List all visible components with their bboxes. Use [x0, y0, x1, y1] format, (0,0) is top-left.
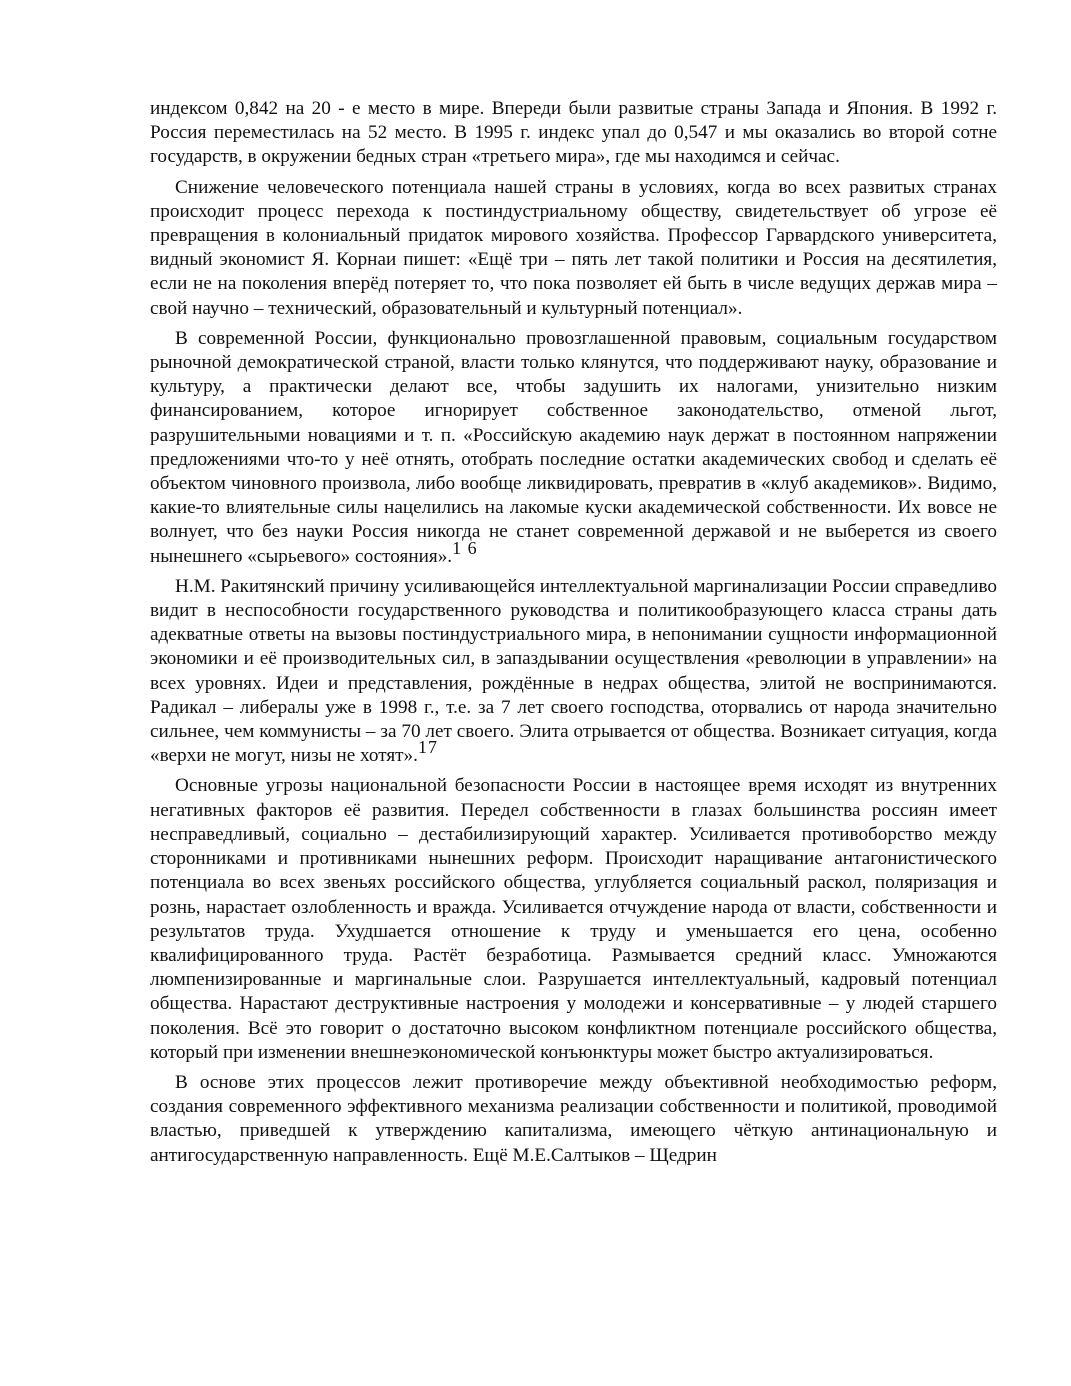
paragraph-3 — [150, 327, 997, 569]
paragraph-2 — [150, 176, 997, 321]
paragraph-text: индексом 0,842 на 20 - е место в мире. Впереди были развитые страны Запада и Япония. В 1992 г. Россия переместилась на 52 место. В 1995 г. индекс упал до 0,547 и мы оказались во второй сотне государств, в окружении бедных стран «третьего мира», где мы находимся и сейчас. — [150, 98, 997, 168]
paragraph-5 — [150, 774, 997, 1064]
footnote-ref: 17 — [417, 737, 438, 758]
paragraph-1 — [150, 97, 997, 170]
paragraph-text: Основные угрозы национальной безопасности России в настоящее время исходят из внутренних негативных факторов её развития. Передел собственности в глазах большинства россиян имеет несправедливый, социально – дестабилизирующий характер. Усиливается противоборство между сторонниками и противниками нынешних реформ. Происходит наращивание антагонистического потенциала во всех звеньях российского общества, углубляется социальный раскол, поляризация и рознь, нарастает озлобленность и вражда. Усиливается отчуждение народа от власти, собственности и результатов труда. Ухудшается отношение к труду и уменьшается его цена, особенно квалифицированного труда. Растёт безработица. Размывается средний класс. Умножаются люмпенизированные и маргинальные слои. Разрушается интеллектуальный, кадровый потенциал общества. Нарастают деструктивные настроения у молодежи и консервативные – у людей старшего поколения. Всё это говорит о достаточно высоком конфликтном потенциале российского общества, который при изменении внешнеэкономической конъюнктуры может быстро актуализироваться. — [150, 775, 997, 1063]
paragraph-6 — [150, 1071, 997, 1168]
paragraph-text: В современной России, функционально провозглашенной правовым, социальным государством рыночной демократической страной, власти только клянутся, что поддерживают науку, образование и культуру, а практически делают все, чтобы задушить их налогами, унизительно низким финансированием, которое игнорирует собственное законодательство, отменой льгот, разрушительными новациями и т. п. «Российскую академию наук держат в постоянном напряжении предложениями что-то у неё отнять, отобрать последние остатки академических свобод и сделать её объектом чиновного произвола, либо вообще ликвидировать, превратив в «клуб академиков». Видимо, какие-то влиятельные силы нацелились на лакомые куски академической собственности. Их вовсе не волнует, что без науки Россия никогда не станет современной державой и не выберется из своего нынешнего «сырьевого» состояния». — [150, 327, 997, 567]
paragraph-text: Н.М. Ракитянский причину усиливающейся интеллектуальной маргинализации России справедливо видит в неспособности государственного руководства и политикообразующего класса страны дать адекватные ответы на вызовы постиндустриального мира, в непонимании сущности информационной экономики и её производительных сил, в запаздывании осуществления «революции в управлении» на всех уровнях. Идеи и представления, рождённые в недрах общества, элитой не воспринимаются. Радикал – либералы уже в 1998 г., т.е. за 7 лет своего господства, оторвались от народа значительно сильнее, чем коммунисты – за 70 лет своего. Элита отрывается от общества. Возникает ситуация, когда «верхи не могут, низы не хотят». — [150, 575, 997, 767]
paragraph-4 — [150, 575, 997, 769]
paragraph-text: В основе этих процессов лежит противоречие между объективной необходимостью реформ, создания современного эффективного механизма реализации собственности и политикой, проводимой властью, приведшей к утверждению капитализма, имеющего чёткую антинациональную и антигосударственную направленность. Ещё М.Е.Салтыков – Щедрин — [150, 1071, 997, 1166]
paragraph-text: Снижение человеческого потенциала нашей страны в условиях, когда во всех развитых странах происходит процесс перехода к постиндустриальному обществу, свидетельствует об угрозе её превращения в колониальный придаток мирового хозяйства. Профессор Гарвардского университета, видный экономист Я. Корнаи пишет: «Ещё три – пять лет такой политики и Россия на десятилетия, если не на поколения вперёд потеряет то, что пока позволяет ей быть в числе ведущих держав мира – свой научно – технический, образовательный и культурный потенциал». — [150, 176, 997, 319]
footnote-ref: 1 6 — [452, 537, 478, 558]
document-page — [150, 97, 997, 1174]
